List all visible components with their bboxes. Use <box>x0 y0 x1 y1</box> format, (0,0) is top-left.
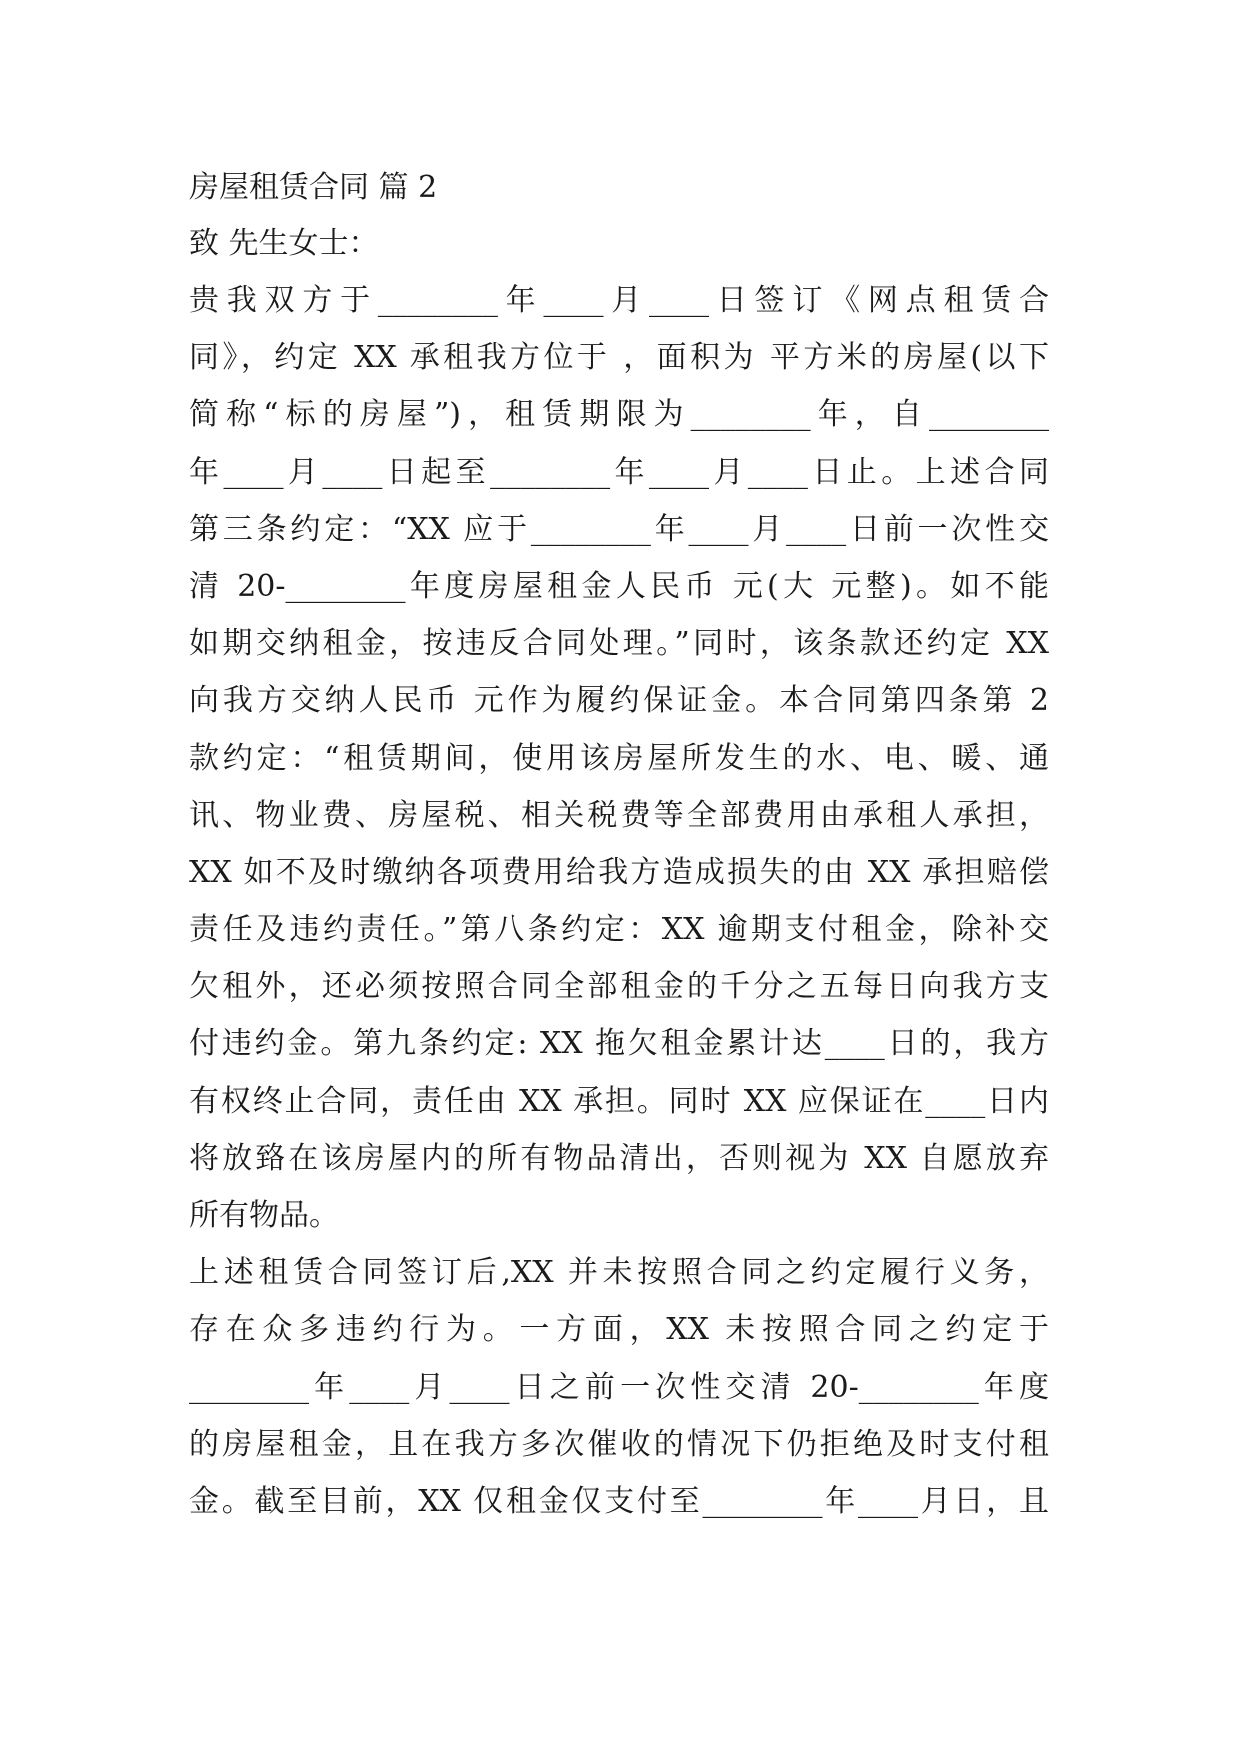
paragraph-line: 将放臵在该房屋内的所有物品清出，否则视为 XX 自愿放弃 <box>189 1140 1049 1176</box>
paragraph-line: 金。截至目前，XX 仅租金仅支付至________年____月日，且 <box>189 1483 1049 1519</box>
paragraph-line: 年____月____日起至________年____月____日止。上述合同 <box>189 454 1049 490</box>
paragraph-line: 欠租外，还必须按照合同全部租金的千分之五每日向我方支 <box>189 969 1049 1005</box>
paragraph-line: 款约定：“租赁期间，使用该房屋所发生的水、电、暖、通 <box>189 740 1049 776</box>
paragraph-line: 上述租赁合同签订后,XX 并未按照合同之约定履行义务， <box>189 1255 1049 1291</box>
salutation: 致 先生女士： <box>189 226 379 261</box>
paragraph-line: 责任及违约责任。”第八条约定：XX 逾期支付租金，除补交 <box>189 912 1049 948</box>
paragraph-line: 简称“标的房屋”)，租赁期限为________年，自________ <box>189 397 1049 433</box>
paragraph-line: 如期交纳租金，按违反合同处理。”同时，该条款还约定 XX <box>189 626 1049 662</box>
paragraph-line: 向我方交纳人民币 元作为履约保证金。本合同第四条第 2 <box>189 683 1049 719</box>
paragraph-line: 的房屋租金，且在我方多次催收的情况下仍拒绝及时支付租 <box>189 1426 1049 1462</box>
paragraph-line: 所有物品。 <box>189 1198 339 1233</box>
paragraph-line: 付违约金。第九条约定: XX 拖欠租金累计达____日的，我方 <box>189 1026 1049 1062</box>
paragraph-line: 有权终止合同，责任由 XX 承担。同时 XX 应保证在____日内 <box>189 1083 1049 1119</box>
paragraph-line: 第三条约定：“XX 应于________年____月____日前一次性交 <box>189 511 1049 547</box>
paragraph-line: XX 如不及时缴纳各项费用给我方造成损失的由 XX 承担赔偿 <box>189 854 1049 890</box>
paragraph-line: 贵我双方于________年____月____日签订《网点租赁合 <box>189 283 1049 318</box>
paragraph-line: 清 20-________年度房屋租金人民币 元(大 元整)。如不能 <box>189 568 1049 604</box>
paragraph-line: ________年____月____日之前一次性交清 20-________年度 <box>189 1369 1049 1405</box>
paragraph-line: 存在众多违约行为。一方面，XX 未按照合同之约定于 <box>189 1312 1049 1348</box>
document-title: 房屋租赁合同 篇 2 <box>189 170 438 205</box>
paragraph-line: 同》，约定 XX 承租我方位于 ，面积为 平方米的房屋(以下 <box>189 340 1049 376</box>
paragraph-2 <box>189 1244 1049 1530</box>
paragraph-1 <box>189 272 1049 1244</box>
document-page <box>189 160 1049 1530</box>
paragraph-line: 讯、物业费、房屋税、相关税费等全部费用由承租人承担， <box>189 797 1049 833</box>
